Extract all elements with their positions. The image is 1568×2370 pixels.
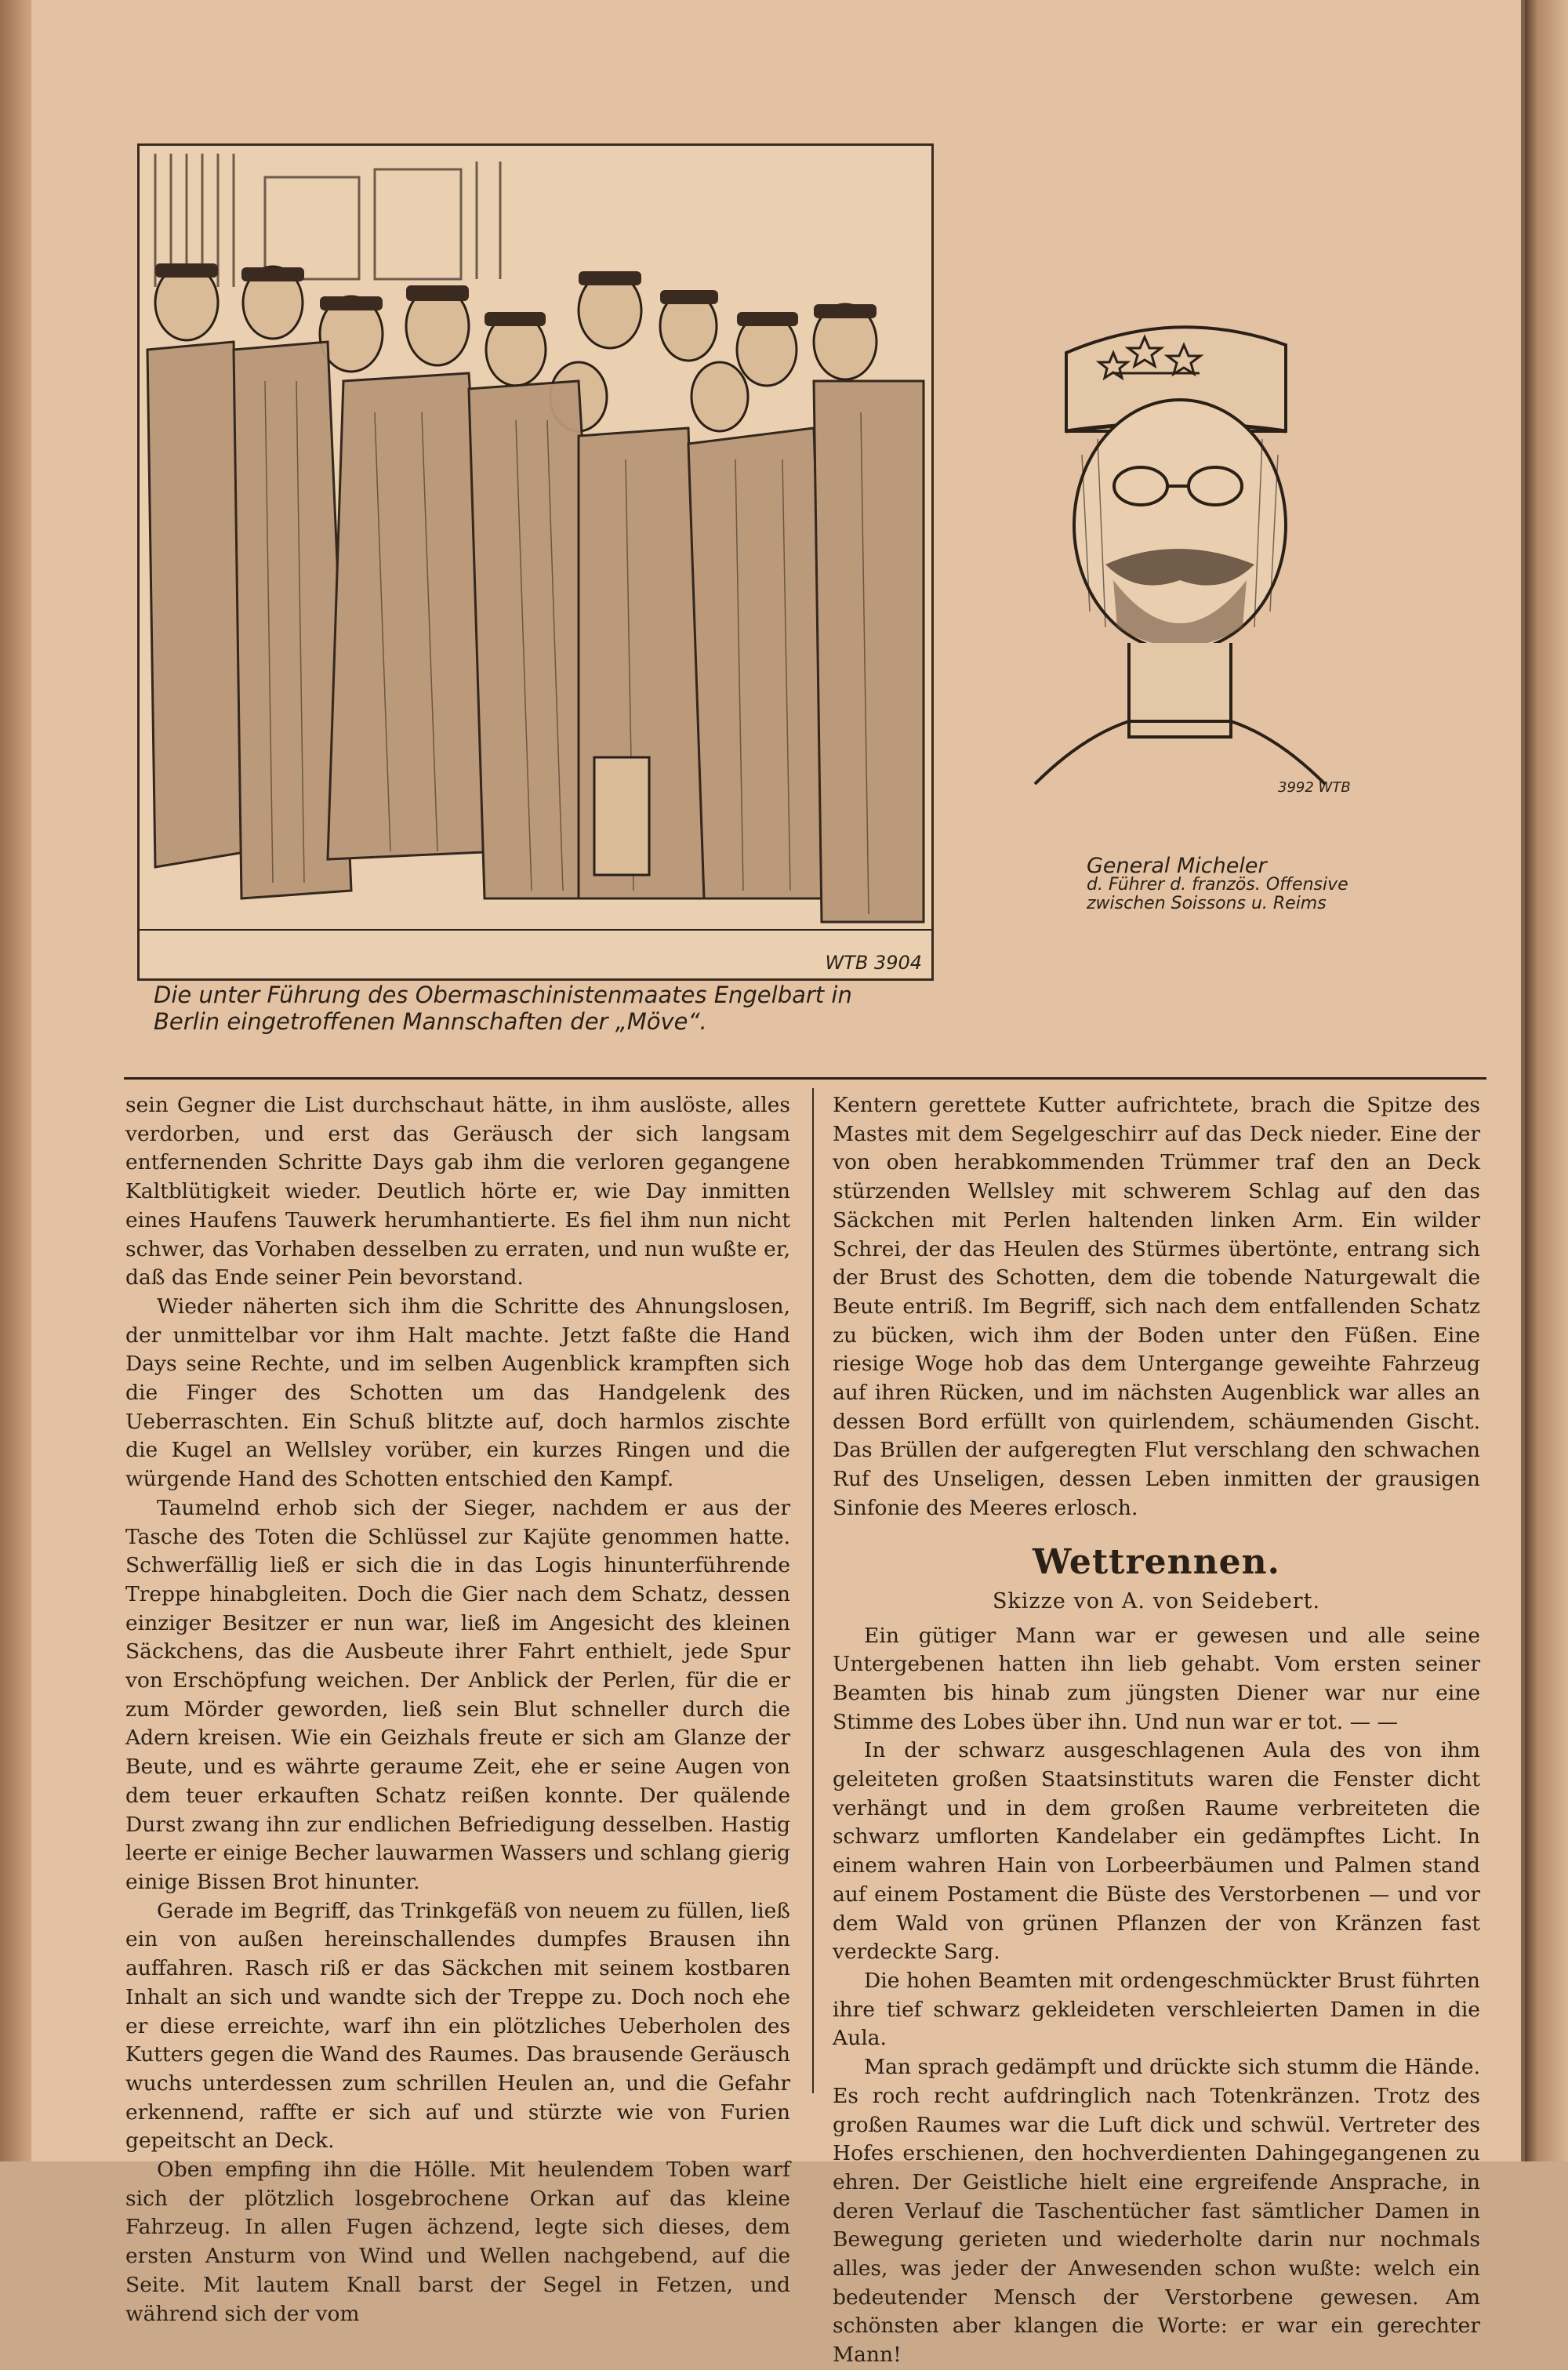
portrait-signature: 3992 WTB [1278,779,1351,796]
portrait-caption [1087,854,1400,913]
general-portrait [1019,298,1411,847]
section-rule [124,1077,1486,1080]
article-title: Wettrennen. [1033,1541,1280,1582]
right-column [833,1091,1480,2370]
crew-signature: WTB 3904 [825,952,922,974]
article-paragraph: Man sprach gedämpft und drückte sich stumm die Hände. Es roch recht aufdringlich nach Totenkränzen. Trotz des großen Raumes war die Luft dick und schwül. Vertreter des Hofes erschienen, den hochverdienten Dahingegangenen zu ehren. Der Geistliche hielt eine ergreifende Ansprache, in deren Verlauf die Taschentücher fast sämtlicher Damen in Bewegung gerieten und wiederholte darin nur nochmals alles, was jeder der Anwesenden schon wußte: welch ein bedeutender Mensch der Verstorbene gewesen. Am schönsten aber klangen die Worte: er war ein gerechter Mann! [833,2055,1480,2368]
adjacent-page-edge [1525,0,1568,2161]
left-paragraph: Wieder näherten sich ihm die Schritte des Ahnungslosen, der unmittelbar vor ihm Halt machte. Jetzt faßte die Hand Days seine Rechte, und im selben Augenblick krampften sich die Finger des Schotten um das Handgelenk des Ueberraschten. Ein Schuß blitzte auf, doch harmlos zischte die Kugel an Wellsley vorüber, ein kurzes Ringen und die würgende Hand des Schotten entschied den Kampf. [125,1294,790,1492]
article-paragraph: Die hohen Beamten mit ordengeschmückter Brust führten ihre tief schwarz gekleideten verschleierten Damen in die Aula. [833,1968,1480,2051]
left-paragraph: Taumelnd erhob sich der Sieger, nachdem er aus der Tasche des Toten die Schlüssel zur Kajüte genommen hatte. Schwerfällig ließ er sich die in das Logis hinunterführende Treppe hinabgleiten. Doch die Gier nach dem Schatz, dessen einziger Besitzer er nun war, ließ im Angesicht des kleinen Säckchens, das die Ausbeute ihrer Fahrt enthielt, jede Spur von Erschöpfung weichen. Der Anblick der Perlen, für die er zum Mörder geworden, ließ sein Blut schneller durch die Adern kreisen. Wie ein Geizhals freute er sich am Glanze der Beute, und es währte geraume Zeit, ehe er seine Augen von dem teuer erkauften Schatz reißen konnte. Der quälende Durst zwang ihn zur endlichen Befriedigung desselben. Hastig leerte er einige Becher lauwarmen Wassers und schlang gierig einige Bissen Brot hinunter. [125,1495,790,1894]
left-paragraph: Oben empfing ihn die Hölle. Mit heulendem Toben warf sich der plötzlich losgebrochene Orkan auf das kleine Fahrzeug. In allen Fugen ächzend, legte sich dieses, dem ersten Ansturm von Wind und Wellen nachgebend, auf die Seite. Mit lautem Knall barst der Segel in Fetzen, und während sich der vom [125,2158,790,2326]
column-divider [812,1088,814,2093]
article-byline: Skizze von A. von Seidebert. [992,1588,1321,1613]
left-paragraph: sein Gegner die List durchschaut hätte, in ihm auslöste, alles verdorben, und erst das Geräusch der sich langsam entfernenden Schritte Days gab ihm die verloren gegangene Kaltblütigkeit wieder. Deutlich hörte er, wie Day inmitten eines Haufens Tauwerk herumhantierte. Es fiel ihm nun nicht schwer, das Vorhaben desselben zu erraten, und nun wußte er, daß das Ende seiner Pein bevorstand. [125,1093,790,1290]
portrait-caption-name: General Micheler [1087,854,1267,878]
sailors-drawing [140,146,931,978]
portrait-caption-desc: d. Führer d. französ. Offensive zwischen Soissons u. Reims [1087,875,1348,913]
crew-illustration [137,143,934,981]
article-paragraph: In der schwarz ausgeschlagenen Aula des von ihm geleiteten großen Staatsinstituts waren die Fenster dicht verhängt und in dem großen Raume verbreiteten die schwarz umflorten Kandelaber ein gedämpftes Licht. In einem wahren Hain von Lorbeerbäumen und Palmen stand auf einem Postament die Büste des Verstorbenen — und vor dem Wald von grünen Pflanzen der von Kränzen fast verdeckte Sarg. [833,1738,1480,1965]
right-paragraph-continued: Kentern gerettete Kutter aufrichtete, brach die Spitze des Mastes mit dem Segelgeschirr auf das Deck nieder. Eine der von oben herabkommenden Trümmer traf den an Deck stürzenden Wellsley mit schwerem Schlag auf den das Säckchen mit Perlen haltenden linken Arm. Ein wilder Schrei, der das Heulen des Stürmes übertönte, entrang sich der Brust des Schotten, dem die tobende Naturgewalt die Beute entriß. Im Begriff, sich nach dem entfallenden Schatz zu bücken, wich ihm der Boden unter den Füßen. Eine riesige Woge hob das dem Untergange geweihte Fahrzeug auf ihren Rücken, und im nächsten Augenblick war alles an dessen Bord erfüllt von quirlendem, schäumenden Gischt. Das Brüllen der aufgeregten Flut verschlang den schwachen Ruf des Unseligen, dessen Leben inmitten der grausigen Sinfonie des Meeres erlosch. [833,1093,1480,1520]
left-paragraph: Gerade im Begriff, das Trinkgefäß von neuem zu füllen, ließ ein von außen hereinschallendes dumpfes Brausen ihn auffahren. Rasch riß er das Säckchen mit seinem kostbaren Inhalt an sich und wandte sich der Treppe zu. Doch noch ehe er diese erreichte, warf ihn ein plötzliches Ueberholen des Kutters gegen die Wand des Raumes. Das brausende Geräusch wuchs unterdessen zum schrillen Heulen an, und die Gefahr erkennend, raffte er sich auf und stürzte wie von Furien gepeitscht an Deck. [125,1898,790,2154]
article-paragraph: Ein gütiger Mann war er gewesen und alle seine Untergebenen hatten ihn lieb gehabt. Vom ersten seiner Beamten bis hinab zum jüngsten Diener war nur eine Stimme des Lobes über ihn. Und nun war er tot. — — [833,1623,1480,1734]
crew-caption: Die unter Führung des Obermaschinistenmaates Engelbart in Berlin eingetroffenen Mannschaften der „Möve“. [154,982,852,1035]
left-column [125,1091,790,2328]
